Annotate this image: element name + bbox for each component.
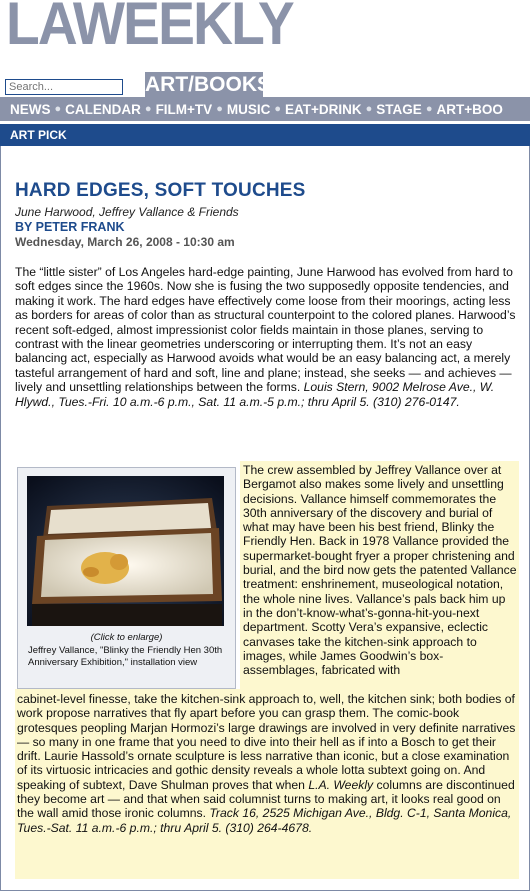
section-label[interactable]: ART/BOOKS (145, 73, 271, 96)
installation-photo[interactable] (27, 476, 224, 626)
nav-separator: ● (274, 103, 281, 115)
publication-name: L.A. Weekly (308, 777, 374, 792)
nav-separator: ● (216, 103, 223, 115)
article-paragraph-2-continued (17, 692, 518, 835)
main-nav (0, 97, 530, 121)
nav-calendar[interactable]: CALENDAR (65, 101, 141, 117)
nav-separator: ● (54, 103, 62, 115)
nav-separator: ● (365, 103, 373, 115)
image-figure (17, 467, 236, 689)
search-input[interactable] (5, 79, 123, 95)
nav-news[interactable]: NEWS (10, 101, 51, 117)
article-title: HARD EDGES, SOFT TOUCHES (15, 180, 306, 201)
venue-info: Louis Stern, 9002 Melrose Ave., W. Hlywd., Tues.-Fri. 10 a.m.-6 p.m., Sat. 11 a.m.-5 p.m.; thru April 5. (310) 276-0147. (15, 380, 495, 409)
article-paragraph-1 (15, 265, 517, 409)
article-subtitle: June Harwood, Jeffrey Vallance & Friends (15, 205, 239, 219)
nav-art-books[interactable]: ART+BOO (436, 101, 503, 117)
nav-eat-drink[interactable]: EAT+DRINK (285, 101, 362, 117)
section-bar: ART PICK (0, 124, 530, 146)
paragraph-text: cabinet-level finesse, take the kitchen-sink approach to, well, the kitchen sink; both bodies of work propose narratives that fly apart before you can grasp them. The comic-book grotesques peopling Marjan Hormozi’s large drawings are involved in very definite narratives — so many in one frame that you need to dive into their hell as if into a Bosch to get their drift. Laurie Hassold’s ornate sculpture is less narrative than iconic, but a close examination of its virtuosic intricacies and gothic density reveals a whole lotta subtext going on. And speaking of subtext, Dave Shulman proves that when (17, 692, 516, 792)
nav-stage[interactable]: STAGE (376, 101, 422, 117)
article-byline[interactable]: BY PETER FRANK (15, 220, 125, 234)
image-caption: Jeffrey Vallance, "Blinky the Friendly Hen 30th Anniversary Exhibition," installation view (28, 645, 223, 668)
paragraph-text: columns are discontinued they become art — and that when said columnist turns to making art, it looks real good on the wall amid those ironic columns. (17, 777, 515, 821)
nav-separator: ● (144, 103, 152, 115)
click-to-enlarge-link[interactable]: (Click to enlarge) (90, 632, 163, 643)
article-date: Wednesday, March 26, 2008 - 10:30 am (15, 235, 235, 249)
article-header (15, 180, 515, 249)
nav-film-tv[interactable]: FILM+TV (155, 101, 213, 117)
article-paragraph-2: The crew assembled by Jeffrey Vallance over at Bergamot also makes some lively and unsettling decisions. Vallance himself commemorates the 30th anniversary of the discovery and burial of what may have been his best friend, Blinky the Friendly Hen. Back in 1978 Vallance provided the supermarket-bought fryer a proper christening and burial, and the bird now gets the patented Vallance treatment: enshrinement, museological notation, the whole nine lives. Vallance’s pals back him up in the don’t-know-what’s-gonna-hit-you-next department. Scotty Vera’s expansive, eclectic canvases take the kitchen-sink approach to images, while James Goodwin’s box-assemblages, fabricated with (243, 463, 517, 678)
laweekly-logo[interactable]: LAWEEKLY (6, 0, 293, 57)
nav-separator: ● (425, 103, 433, 115)
paragraph-text: The “little sister” of Los Angeles hard-edge painting, June Harwood has evolved from hard to soft edges since the 1960s. Now she is fusing the two supposedly opposite tendencies, and making it work. The hard edges have effectively come loose from their moorings, acting less as borders for areas of color than as structural counterpoint to the colored planes. Harwood’s recent soft-edged, almost impressionist color fields maintain in those planes, serving to contrast with the linear geometries underscoring or interrupting them. It’s not an easy balancing act, especially as Harwood avoids what would be an easy balancing act, a merely tasteful arrangement of hard and soft, line and plane; instead, she seeks — and achieves — lively and unsettling relationships between the forms. (15, 265, 516, 395)
venue-info: Track 16, 2525 Michigan Ave., Bldg. C-1, Santa Monica, Tues.-Sat. 11 a.m.-6 p.m.; thru April 5. (310) 264-4678. (17, 806, 512, 835)
nav-music[interactable]: MUSIC (226, 101, 271, 117)
site-header (0, 0, 530, 97)
